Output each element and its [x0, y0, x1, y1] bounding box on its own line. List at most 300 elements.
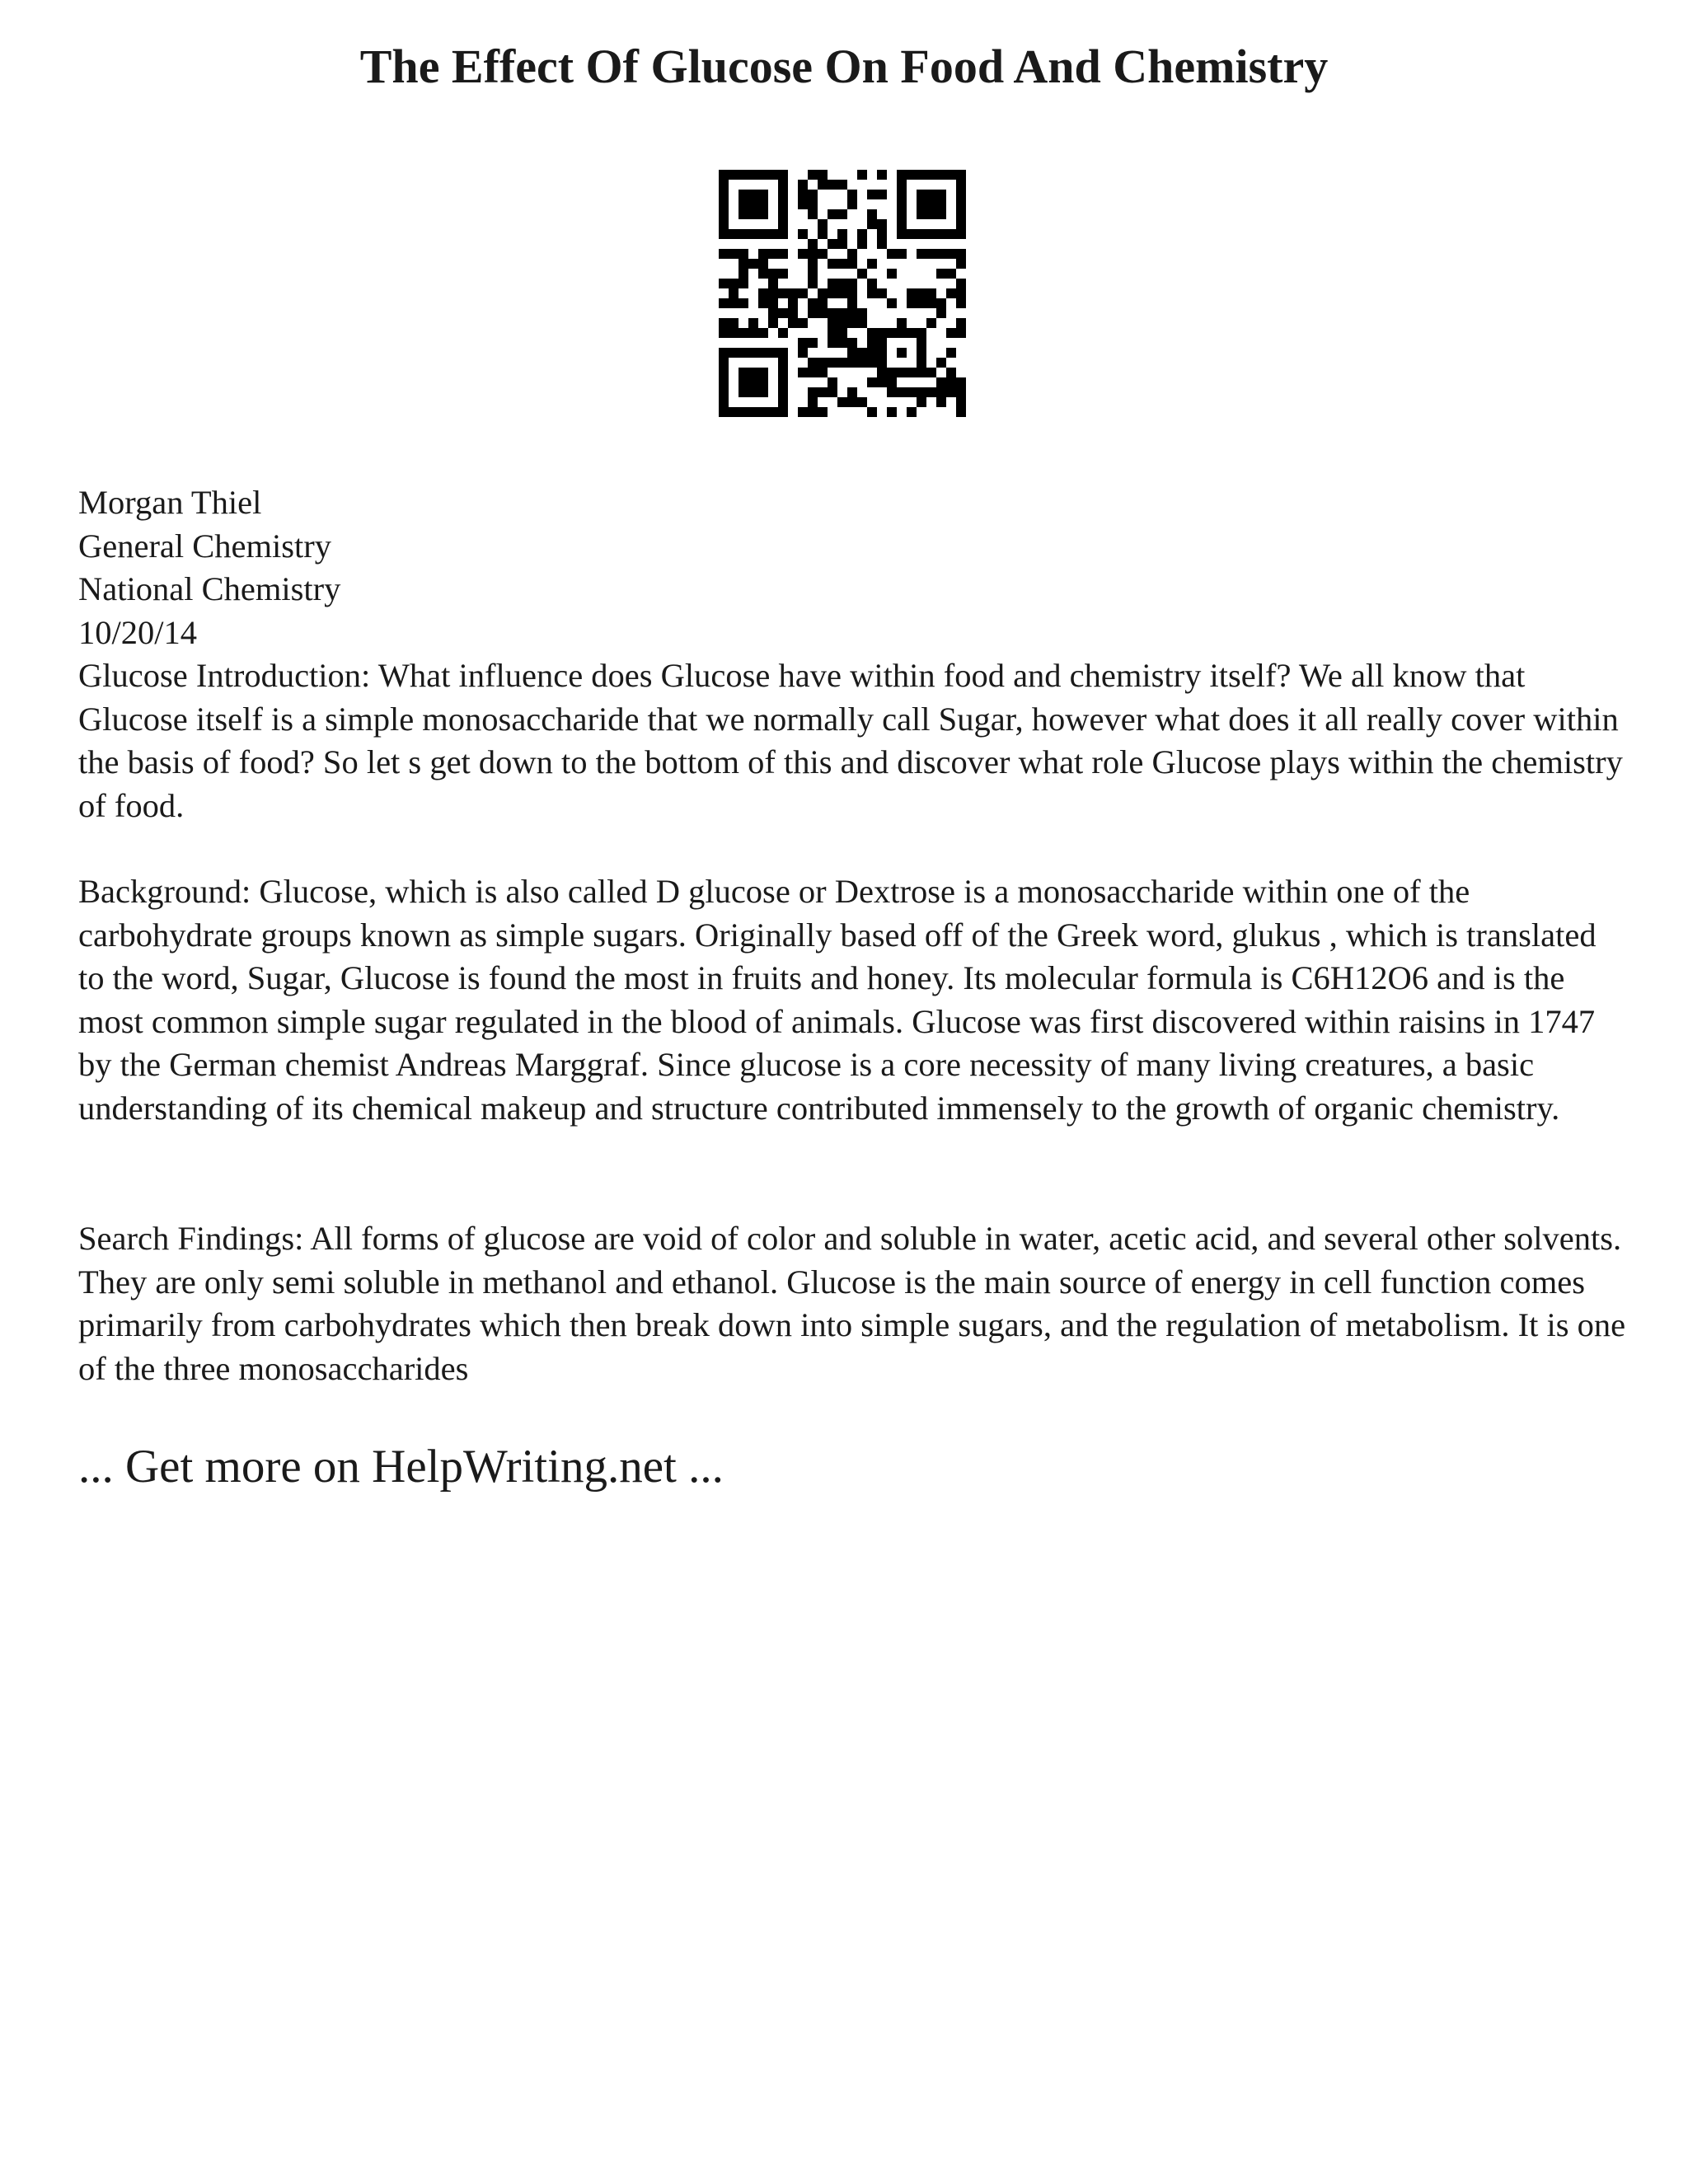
- qr-module: [837, 279, 847, 288]
- qr-module: [877, 229, 887, 239]
- qr-module: [738, 407, 748, 417]
- qr-module: [907, 387, 917, 397]
- qr-module: [887, 249, 897, 259]
- qr-module: [917, 328, 926, 338]
- qr-module: [926, 190, 936, 199]
- qr-module: [798, 199, 808, 209]
- qr-module: [818, 249, 828, 259]
- qr-module: [917, 368, 926, 377]
- qr-module: [926, 209, 936, 219]
- qr-module: [748, 407, 758, 417]
- qr-module: [917, 170, 926, 180]
- qr-module: [748, 170, 758, 180]
- qr-module: [936, 377, 946, 387]
- qr-module: [946, 348, 956, 358]
- qr-module: [828, 377, 837, 387]
- qr-module: [729, 170, 738, 180]
- qr-module: [738, 259, 748, 269]
- document-date: 10/20/14: [78, 613, 198, 651]
- qr-module: [837, 229, 847, 239]
- qr-module: [778, 377, 788, 387]
- qr-module: [798, 407, 808, 417]
- qr-module: [847, 358, 857, 368]
- qr-module: [778, 358, 788, 368]
- qr-module: [887, 407, 897, 417]
- qr-module: [818, 180, 828, 190]
- qr-module: [729, 348, 738, 358]
- qr-module: [956, 298, 966, 308]
- qr-module: [917, 338, 926, 348]
- qr-module: [887, 387, 897, 397]
- qr-module: [877, 377, 887, 387]
- qr-module: [748, 199, 758, 209]
- qr-module: [917, 358, 926, 368]
- qr-module: [847, 199, 857, 209]
- qr-module: [798, 229, 808, 239]
- qr-module: [748, 190, 758, 199]
- qr-module: [778, 288, 788, 298]
- qr-module: [818, 358, 828, 368]
- qr-module: [828, 308, 837, 318]
- qr-module: [936, 229, 946, 239]
- qr-module: [758, 229, 768, 239]
- qr-module: [917, 288, 926, 298]
- qr-module: [828, 387, 837, 397]
- qr-module: [768, 288, 778, 298]
- qr-module: [867, 259, 877, 269]
- qr-module: [808, 338, 818, 348]
- qr-module: [748, 368, 758, 377]
- qr-module: [857, 239, 867, 249]
- qr-module: [867, 377, 877, 387]
- qr-module: [798, 180, 808, 190]
- qr-module: [887, 298, 897, 308]
- qr-module: [719, 199, 729, 209]
- qr-module: [936, 249, 946, 259]
- qr-module: [798, 288, 808, 298]
- qr-module: [778, 308, 788, 318]
- qr-module: [917, 190, 926, 199]
- qr-module: [867, 358, 877, 368]
- qr-module: [837, 318, 847, 328]
- qr-module: [798, 348, 808, 358]
- qr-module: [808, 269, 818, 279]
- qr-module: [729, 328, 738, 338]
- qr-module: [758, 170, 768, 180]
- qr-module: [828, 259, 837, 269]
- qr-module: [956, 219, 966, 229]
- qr-module: [808, 407, 818, 417]
- qr-module: [867, 209, 877, 219]
- qr-module: [738, 209, 748, 219]
- qr-module: [758, 377, 768, 387]
- qr-module: [897, 249, 907, 259]
- qr-module: [857, 308, 867, 318]
- qr-module: [758, 298, 768, 308]
- qr-module: [897, 348, 907, 358]
- qr-module: [818, 298, 828, 308]
- qr-module: [877, 288, 887, 298]
- qr-module: [768, 279, 778, 288]
- qr-module: [719, 279, 729, 288]
- qr-module: [719, 190, 729, 199]
- qr-module: [837, 328, 847, 338]
- qr-module: [778, 190, 788, 199]
- qr-module: [837, 338, 847, 348]
- qr-module: [778, 249, 788, 259]
- qr-module: [748, 229, 758, 239]
- qr-module: [907, 288, 917, 298]
- qr-module: [729, 298, 738, 308]
- qr-module: [778, 199, 788, 209]
- qr-module: [857, 229, 867, 239]
- qr-module: [877, 338, 887, 348]
- qr-module: [857, 358, 867, 368]
- qr-module: [956, 259, 966, 269]
- qr-module: [719, 209, 729, 219]
- qr-module: [956, 397, 966, 407]
- qr-module: [808, 387, 818, 397]
- qr-module: [847, 190, 857, 199]
- qr-module: [808, 239, 818, 249]
- qr-module: [798, 249, 808, 259]
- qr-module: [956, 209, 966, 219]
- qr-module: [946, 328, 956, 338]
- qr-module: [917, 209, 926, 219]
- qr-module: [946, 377, 956, 387]
- qr-module: [808, 199, 818, 209]
- qr-module: [837, 180, 847, 190]
- qr-module: [956, 170, 966, 180]
- institution-name: National Chemistry: [78, 570, 341, 607]
- qr-module: [867, 328, 877, 338]
- qr-module: [877, 368, 887, 377]
- qr-code-icon: [719, 170, 966, 417]
- qr-module: [758, 288, 768, 298]
- qr-module: [926, 387, 936, 397]
- qr-module: [738, 249, 748, 259]
- qr-module: [778, 368, 788, 377]
- qr-module: [926, 229, 936, 239]
- qr-module: [926, 288, 936, 298]
- qr-module: [738, 229, 748, 239]
- qr-module: [778, 387, 788, 397]
- qr-module: [897, 318, 907, 328]
- qr-module: [887, 377, 897, 387]
- qr-module: [946, 368, 956, 377]
- qr-module: [808, 308, 818, 318]
- qr-module: [847, 387, 857, 397]
- qr-module: [758, 407, 768, 417]
- qr-module: [788, 288, 798, 298]
- qr-module: [897, 190, 907, 199]
- qr-module: [936, 397, 946, 407]
- qr-module: [847, 348, 857, 358]
- qr-module: [719, 407, 729, 417]
- qr-module: [847, 279, 857, 288]
- qr-module: [748, 209, 758, 219]
- qr-module: [758, 348, 768, 358]
- qr-module: [738, 190, 748, 199]
- qr-module: [748, 377, 758, 387]
- qr-module: [956, 318, 966, 328]
- qr-module: [758, 328, 768, 338]
- qr-module: [719, 219, 729, 229]
- qr-module: [956, 249, 966, 259]
- qr-module: [808, 209, 818, 219]
- qr-module: [758, 368, 768, 377]
- qr-module: [837, 308, 847, 318]
- qr-module: [748, 259, 758, 269]
- qr-module: [877, 190, 887, 199]
- qr-module: [828, 209, 837, 219]
- qr-module: [946, 229, 956, 239]
- qr-module: [719, 368, 729, 377]
- qr-module: [758, 190, 768, 199]
- qr-module: [946, 269, 956, 279]
- qr-module: [857, 170, 867, 180]
- qr-module: [798, 190, 808, 199]
- qr-module: [847, 298, 857, 308]
- qr-module: [808, 397, 818, 407]
- qr-module: [748, 387, 758, 397]
- qr-module: [738, 199, 748, 209]
- qr-module: [758, 387, 768, 397]
- qr-module: [778, 407, 788, 417]
- qr-module: [956, 229, 966, 239]
- qr-module: [738, 387, 748, 397]
- qr-module: [818, 368, 828, 377]
- qr-module: [768, 229, 778, 239]
- qr-module: [837, 358, 847, 368]
- qr-module: [956, 199, 966, 209]
- qr-module: [847, 318, 857, 328]
- qr-module: [907, 328, 917, 338]
- qr-module: [768, 269, 778, 279]
- qr-module: [877, 348, 887, 358]
- qr-module: [768, 249, 778, 259]
- qr-module: [907, 407, 917, 417]
- qr-module: [897, 387, 907, 397]
- qr-module: [788, 318, 798, 328]
- qr-module: [719, 180, 729, 190]
- qr-module: [818, 170, 828, 180]
- qr-module: [768, 170, 778, 180]
- qr-module: [758, 249, 768, 259]
- qr-module: [936, 358, 946, 368]
- qr-module: [887, 368, 897, 377]
- qr-module: [887, 328, 897, 338]
- qr-module: [936, 199, 946, 209]
- qr-module: [956, 387, 966, 397]
- qr-module: [956, 407, 966, 417]
- qr-module: [897, 170, 907, 180]
- qr-module: [956, 328, 966, 338]
- qr-module: [719, 249, 729, 259]
- qr-module: [877, 358, 887, 368]
- qr-module: [738, 377, 748, 387]
- qr-module: [926, 298, 936, 308]
- qr-module: [926, 199, 936, 209]
- qr-module: [877, 219, 887, 229]
- qr-module: [867, 190, 877, 199]
- qr-module: [867, 279, 877, 288]
- qr-module: [738, 348, 748, 358]
- qr-module: [778, 170, 788, 180]
- get-more-link[interactable]: ... Get more on HelpWriting.net ...: [78, 1441, 724, 1493]
- qr-module: [956, 279, 966, 288]
- qr-module: [828, 279, 837, 288]
- qr-module: [917, 387, 926, 397]
- qr-module: [719, 318, 729, 328]
- qr-module: [818, 387, 828, 397]
- qr-module: [946, 288, 956, 298]
- qr-module: [719, 377, 729, 387]
- qr-module: [768, 407, 778, 417]
- qr-module: [798, 368, 808, 377]
- qr-module: [828, 318, 837, 328]
- qr-module: [719, 358, 729, 368]
- qr-module: [808, 190, 818, 199]
- qr-module: [946, 387, 956, 397]
- qr-module: [788, 308, 798, 318]
- qr-module: [738, 170, 748, 180]
- qr-module: [778, 209, 788, 219]
- qr-module: [857, 397, 867, 407]
- qr-module: [897, 328, 907, 338]
- qr-module: [738, 328, 748, 338]
- qr-module: [936, 298, 946, 308]
- qr-module: [738, 279, 748, 288]
- qr-module: [798, 318, 808, 328]
- qr-module: [729, 279, 738, 288]
- qr-module: [729, 288, 738, 298]
- document-meta: [78, 481, 1628, 654]
- qr-module: [828, 239, 837, 249]
- qr-module: [788, 298, 798, 308]
- qr-module: [778, 348, 788, 358]
- qr-module: [808, 259, 818, 269]
- qr-module: [956, 180, 966, 190]
- qr-module: [867, 288, 877, 298]
- qr-module: [778, 180, 788, 190]
- qr-module: [897, 368, 907, 377]
- qr-module: [719, 298, 729, 308]
- qr-module: [877, 239, 887, 249]
- qr-module: [758, 199, 768, 209]
- qr-module: [926, 318, 936, 328]
- qr-module: [729, 407, 738, 417]
- qr-module: [808, 358, 818, 368]
- qr-module: [758, 259, 768, 269]
- qr-module: [907, 170, 917, 180]
- qr-module: [897, 229, 907, 239]
- qr-module: [847, 259, 857, 269]
- qr-module: [956, 190, 966, 199]
- qr-module: [738, 269, 748, 279]
- qr-module: [808, 170, 818, 180]
- qr-module: [768, 318, 778, 328]
- qr-module: [818, 407, 828, 417]
- qr-module: [808, 279, 818, 288]
- qr-module: [867, 338, 877, 348]
- qr-module: [808, 249, 818, 259]
- qr-module: [936, 308, 946, 318]
- qr-module: [818, 229, 828, 239]
- qr-module: [818, 219, 828, 229]
- qr-module: [887, 269, 897, 279]
- qr-module: [778, 229, 788, 239]
- qr-module: [936, 170, 946, 180]
- qr-module: [936, 190, 946, 199]
- qr-module: [847, 249, 857, 259]
- paragraph-background: Background: Glucose, which is also called D glucose or Dextrose is a monosaccharide within one of the carbohydrate groups known as simple sugars. Originally based off of the Greek word, glukus , which is translated to the word, Sugar, Glucose is found the most in fruits and honey. Its molecular formula is C6H12O6 and is the most common simple sugar regulated in the blood of animals. Glucose was first discovered within raisins in 1747 by the German chemist Andreas Marggraf. Since glucose is a core necessity of many living creatures, a basic understanding of its chemical makeup and structure contributed immensely to the growth of organic chemistry.: [78, 873, 1597, 1127]
- qr-module: [907, 298, 917, 308]
- qr-module: [946, 249, 956, 259]
- qr-module: [748, 328, 758, 338]
- qr-module: [778, 219, 788, 229]
- qr-module: [917, 348, 926, 358]
- qr-module: [818, 308, 828, 318]
- course-name: General Chemistry: [78, 527, 332, 565]
- qr-module: [748, 348, 758, 358]
- qr-module: [956, 377, 966, 387]
- document-title: The Effect Of Glucose On Food And Chemistry: [359, 40, 1329, 93]
- qr-module: [867, 348, 877, 358]
- qr-module: [936, 269, 946, 279]
- qr-module: [748, 318, 758, 328]
- qr-module: [828, 358, 837, 368]
- qr-module: [847, 338, 857, 348]
- qr-module: [917, 397, 926, 407]
- author-name: Morgan Thiel: [78, 484, 262, 521]
- qr-module: [808, 368, 818, 377]
- qr-module: [828, 180, 837, 190]
- qr-module: [778, 269, 788, 279]
- qr-module: [926, 170, 936, 180]
- qr-module: [778, 328, 788, 338]
- qr-module: [828, 328, 837, 338]
- qr-module: [857, 348, 867, 358]
- qr-module: [719, 348, 729, 358]
- qr-module: [729, 249, 738, 259]
- qr-module: [897, 219, 907, 229]
- qr-module: [907, 368, 917, 377]
- qr-module: [828, 288, 837, 298]
- qr-module: [808, 298, 818, 308]
- qr-module: [926, 249, 936, 259]
- qr-module: [778, 397, 788, 407]
- qr-module: [867, 407, 877, 417]
- qr-module: [818, 288, 828, 298]
- qr-module: [719, 387, 729, 397]
- qr-module: [768, 298, 778, 308]
- qr-module: [738, 298, 748, 308]
- qr-module: [857, 318, 867, 328]
- qr-module: [729, 318, 738, 328]
- qr-module: [837, 239, 847, 249]
- qr-module: [897, 199, 907, 209]
- qr-module: [719, 170, 729, 180]
- qr-module: [936, 209, 946, 219]
- paragraph-introduction: Glucose Introduction: What influence does Glucose have within food and chemistry itself? We all know that Glucose itself is a simple monosaccharide that we normally call Sugar, however what does it all really cover within the basis of food? So let s get down to the bottom of this and discover what role Glucose plays within the chemistry of food.: [78, 657, 1623, 824]
- qr-module: [837, 288, 847, 298]
- qr-module: [828, 338, 837, 348]
- qr-module: [917, 249, 926, 259]
- qr-module: [719, 397, 729, 407]
- qr-module: [758, 209, 768, 219]
- qr-module: [837, 259, 847, 269]
